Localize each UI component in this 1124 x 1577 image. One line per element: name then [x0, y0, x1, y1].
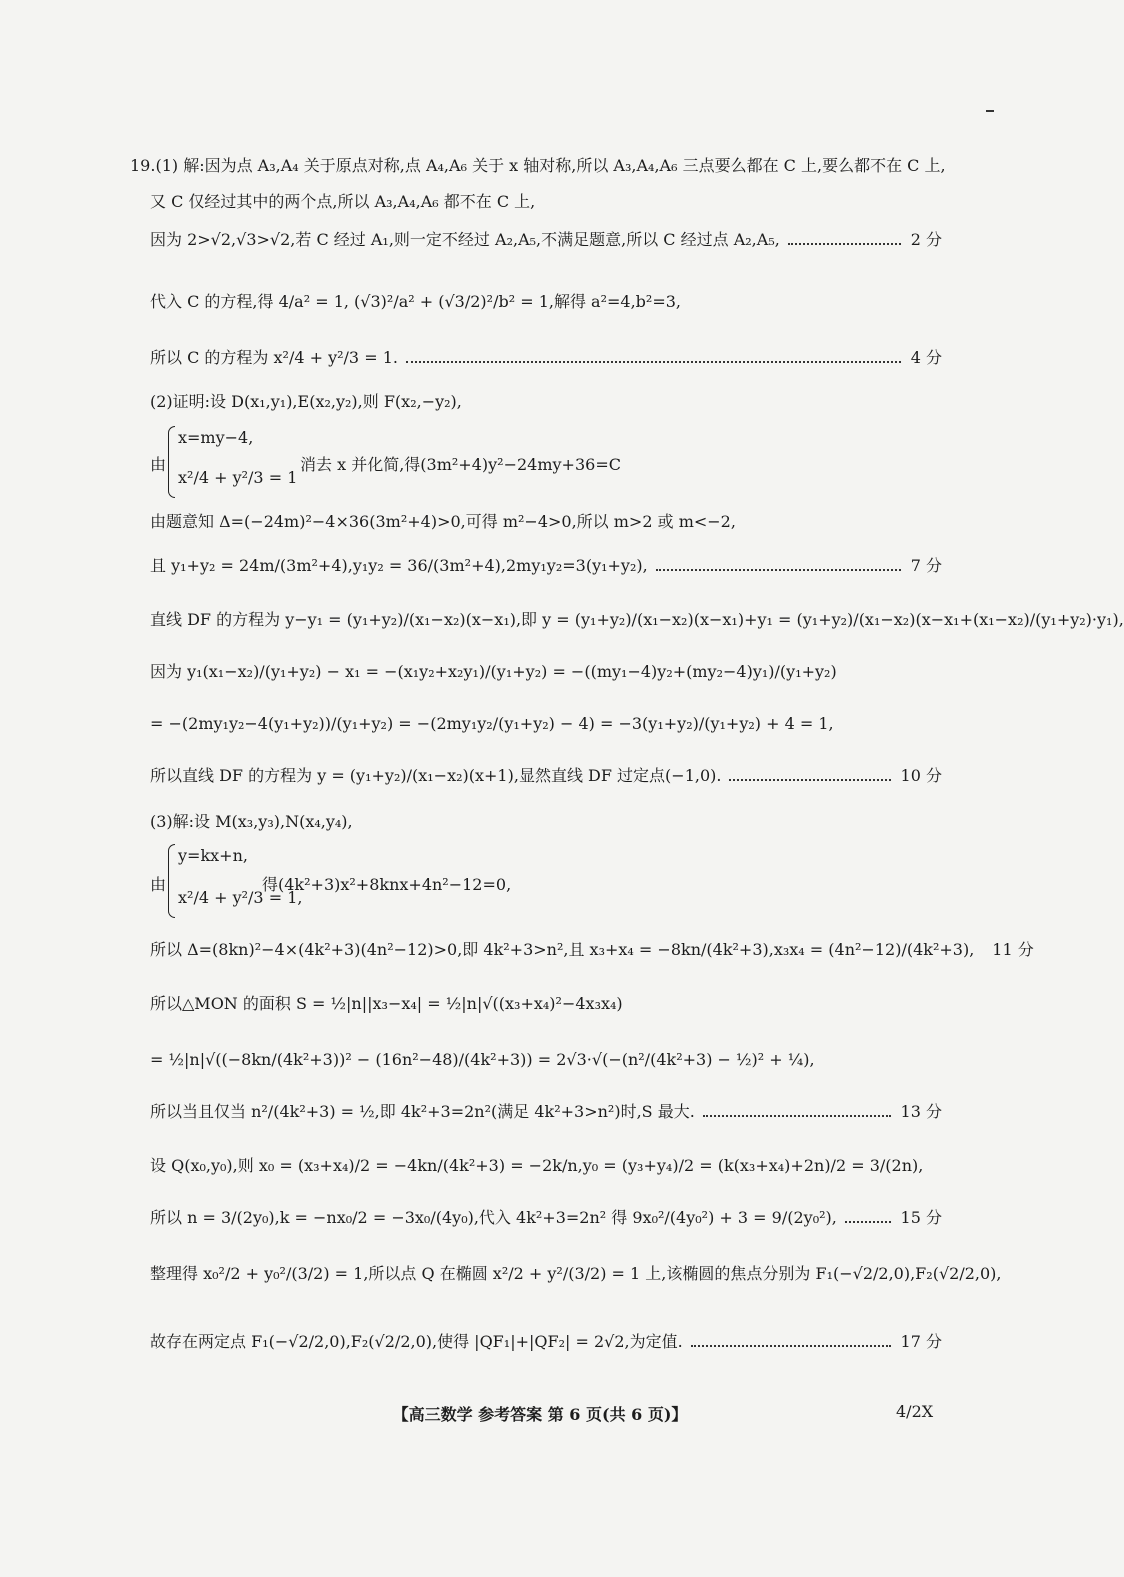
- score-label: 15 分: [900, 1208, 942, 1227]
- answer-line: [130, 156, 946, 176]
- answer-line: [150, 392, 942, 412]
- answer-line: [150, 230, 942, 250]
- answer-line: [150, 556, 942, 576]
- system-row: x²/4 + y²/3 = 1: [178, 468, 298, 487]
- line-text: 整理得 x₀²/2 + y₀²/(3/2) = 1,所以点 Q 在椭圆 x²/2 + y²/(3/2) = 1 上,该椭圆的焦点分别为 F₁(−√2/2,0),F₂(√2/2,0),: [150, 1264, 1002, 1283]
- answer-line: [150, 292, 942, 312]
- line-text: 且 y₁+y₂ = 24m/(3m²+4),y₁y₂ = 36/(3m²+4),2my₁y₂=3(y₁+y₂),: [150, 556, 648, 575]
- line-text: 所以 n = 3/(2y₀),k = −nx₀/2 = −3x₀/(4y₀),代入 4k²+3=2n² 得 9x₀²/(4y₀²) + 3 = 9/(2y₀²),: [150, 1208, 837, 1227]
- leader-dots: [703, 1115, 891, 1117]
- line-text: 所以 Δ=(8kn)²−4×(4k²+3)(4n²−12)>0,即 4k²+3>n²,且 x₃+x₄ = −8kn/(4k²+3),x₃x₄ = (4n²−12)/(4k²+3),: [150, 940, 975, 959]
- system-prefix: 由: [150, 875, 167, 894]
- leader-dots: [788, 243, 901, 245]
- system-result: 消去 x 并化简,得(3m²+4)y²−24my+36=C: [300, 455, 621, 474]
- line-text: (3)解:设 M(x₃,y₃),N(x₄,y₄),: [150, 812, 353, 831]
- leader-dots: [729, 779, 890, 781]
- line-text: = −(2my₁y₂−4(y₁+y₂))/(y₁+y₂) = −(2my₁y₂/(y₁+y₂) − 4) = −3(y₁+y₂)/(y₁+y₂) + 4 = 1,: [150, 714, 834, 733]
- system-row: y=kx+n,: [178, 846, 248, 865]
- system-prefix: 由: [150, 455, 167, 474]
- score-label: 4 分: [910, 348, 942, 367]
- answer-line: [150, 1332, 942, 1352]
- equation-system: [150, 426, 950, 496]
- line-text: 所以当且仅当 n²/(4k²+3) = ½,即 4k²+3=2n²(满足 4k²+3>n²)时,S 最大.: [150, 1102, 695, 1121]
- line-text: 设 Q(x₀,y₀),则 x₀ = (x₃+x₄)/2 = −4kn/(4k²+3) = −2k/n,y₀ = (y₃+y₄)/2 = (k(x₃+x₄)+2n)/2 = 3/(2n),: [150, 1156, 924, 1175]
- score-label: 11 分: [992, 940, 1034, 959]
- answer-line: [150, 1102, 942, 1122]
- page-footer: 【高三数学 参考答案 第 6 页(共 6 页)】: [392, 1405, 688, 1424]
- leader-dots: [691, 1345, 891, 1347]
- line-text: 代入 C 的方程,得 4/a² = 1, (√3)²/a² + (√3/2)²/b² = 1,解得 a²=4,b²=3,: [150, 292, 682, 311]
- line-text: 因为 y₁(x₁−x₂)/(y₁+y₂) − x₁ = −(x₁y₂+x₂y₁)/(y₁+y₂) = −((my₁−4)y₂+(my₂−4)y₁)/(y₁+y₂): [150, 662, 837, 681]
- line-text: 因为 2>√2,√3>√2,若 C 经过 A₁,则一定不经过 A₂,A₅,不满足题意,所以 C 经过点 A₂,A₅,: [150, 230, 780, 249]
- answer-line: [150, 940, 1034, 960]
- line-text: = ½|n|√((−8kn/(4k²+3))² − (16n²−48)/(4k²+3)) = 2√3·√(−(n²/(4k²+3) − ½)² + ¼),: [150, 1050, 815, 1069]
- answer-line: [150, 348, 942, 368]
- line-text: 所以△MON 的面积 S = ½|n||x₃−x₄| = ½|n|√((x₃+x₄)²−4x₃x₄): [150, 994, 623, 1013]
- line-text: 所以 C 的方程为 x²/4 + y²/3 = 1.: [150, 348, 398, 367]
- line-text: (2)证明:设 D(x₁,y₁),E(x₂,y₂),则 F(x₂,−y₂),: [150, 392, 462, 411]
- line-text: 直线 DF 的方程为 y−y₁ = (y₁+y₂)/(x₁−x₂)(x−x₁),即 y = (y₁+y₂)/(x₁−x₂)(x−x₁)+y₁ = (y₁+y₂)/(x₁−x₂)(x−x₁+(x₁−x₂)/(y₁+y₂)·y₁),: [150, 610, 1124, 629]
- leader-dots: [656, 569, 901, 571]
- score-label: 17 分: [900, 1332, 942, 1351]
- system-brace: [168, 426, 175, 498]
- answer-line: [150, 1050, 942, 1070]
- answer-line: [150, 1208, 942, 1228]
- line-text: 故存在两定点 F₁(−√2/2,0),F₂(√2/2,0),使得 |QF₁|+|QF₂| = 2√2,为定值.: [150, 1332, 683, 1351]
- line-text: 19.(1) 解:因为点 A₃,A₄ 关于原点对称,点 A₄,A₆ 关于 x 轴对称,所以 A₃,A₄,A₆ 三点要么都在 C 上,要么都不在 C 上,: [130, 156, 946, 175]
- leader-dots: [845, 1221, 891, 1223]
- line-text: 由题意知 Δ=(−24m)²−4×36(3m²+4)>0,可得 m²−4>0,所以 m>2 或 m<−2,: [150, 512, 736, 531]
- score-label: 13 分: [900, 1102, 942, 1121]
- system-row: x²/4 + y²/3 = 1,: [178, 888, 303, 907]
- corner-mark: [986, 110, 994, 112]
- answer-line: [150, 610, 1124, 630]
- system-result: 得(4k²+3)x²+8knx+4n²−12=0,: [262, 875, 512, 894]
- answer-line: [150, 1156, 942, 1176]
- score-label: 2 分: [910, 230, 942, 249]
- answer-line: [150, 512, 942, 532]
- answer-line: [150, 766, 942, 786]
- footer-code: 4/2X: [896, 1402, 934, 1421]
- line-text: 又 C 仅经过其中的两个点,所以 A₃,A₄,A₆ 都不在 C 上,: [150, 192, 536, 211]
- equation-system: [150, 844, 950, 916]
- answer-line: [150, 662, 942, 682]
- answer-line: [150, 812, 942, 832]
- leader-dots: [406, 361, 901, 363]
- answer-line: [150, 714, 942, 734]
- score-label: 7 分: [910, 556, 942, 575]
- system-row: x=my−4,: [178, 428, 254, 447]
- answer-line: [150, 994, 942, 1014]
- system-brace: [168, 844, 175, 918]
- line-text: 所以直线 DF 的方程为 y = (y₁+y₂)/(x₁−x₂)(x+1),显然直线 DF 过定点(−1,0).: [150, 766, 722, 785]
- answer-line: [150, 1264, 1002, 1284]
- score-label: 10 分: [900, 766, 942, 785]
- answer-line: [150, 192, 942, 212]
